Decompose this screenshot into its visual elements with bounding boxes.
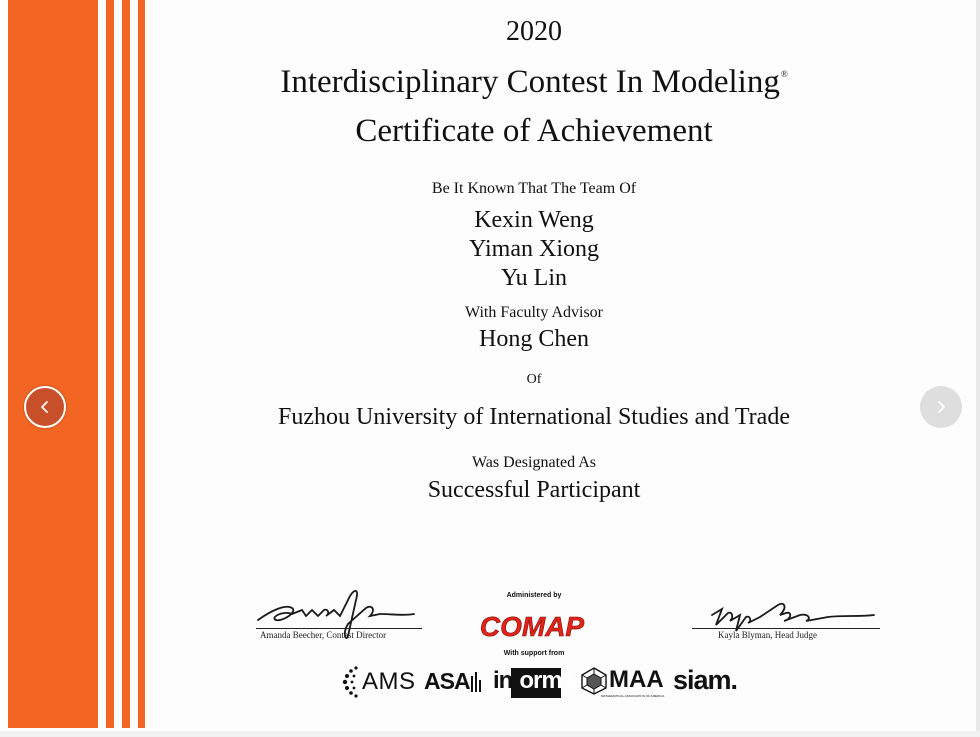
judge-caption: Kayla Blyman, Head Judge — [718, 630, 817, 640]
siam-logo — [673, 662, 751, 702]
asa-logo-text: ASA — [424, 668, 470, 694]
administered-by-label: Administered by — [506, 592, 562, 599]
designation-award: Successful Participant — [427, 477, 641, 503]
chevron-right-icon — [933, 399, 949, 415]
orange-band — [8, 0, 98, 728]
informs-logo-text-left: inf — [493, 667, 520, 694]
asa-logo — [424, 662, 484, 702]
maa-logo — [579, 662, 667, 702]
maa-logo-subtitle: MATHEMATICAL ASSOCIATION OF AMERICA — [601, 694, 665, 698]
siam-logo-text: siam. — [673, 665, 738, 695]
ams-dots-icon — [342, 664, 362, 700]
institution-name: Fuzhou University of International Studies and Trade — [278, 404, 790, 430]
comap-logo — [479, 600, 585, 648]
certificate-year: 2020 — [506, 16, 562, 47]
team-member-name: Yu Lin — [501, 265, 567, 291]
contest-title-text: Interdisciplinary Contest In Modeling — [280, 64, 780, 100]
of-label: Of — [526, 372, 542, 387]
maa-logo-text: MAA — [609, 666, 664, 693]
support-label: With support from — [503, 650, 565, 657]
director-caption: Amanda Beecher, Contest Director — [260, 630, 387, 640]
scrollbar-track[interactable] — [976, 0, 980, 737]
informs-logo-text-right: orms — [519, 667, 575, 694]
informs-logo — [491, 662, 575, 702]
certificate-title: Certificate of Achievement — [355, 113, 713, 149]
next-image-button[interactable] — [920, 386, 962, 428]
asa-bars-icon — [470, 670, 484, 694]
team-member-name: Yiman Xiong — [469, 236, 599, 262]
ams-logo — [342, 662, 422, 702]
bottom-edge — [0, 731, 980, 737]
ams-logo-text: AMS — [362, 668, 416, 695]
certificate-image — [4, 0, 976, 728]
signature-line — [692, 628, 880, 629]
maa-polyhedron-icon — [579, 666, 609, 696]
designated-label: Was Designated As — [471, 454, 597, 471]
comap-logo-text: COMAP — [479, 611, 585, 642]
advisor-label: With Faculty Advisor — [464, 304, 603, 321]
chevron-left-icon — [37, 399, 53, 415]
contest-title — [144, 64, 924, 101]
signature-line — [256, 628, 422, 629]
informs-logo-text — [493, 667, 574, 695]
previous-image-button[interactable] — [24, 386, 66, 428]
be-it-known-label: Be It Known That The Team Of — [431, 180, 637, 197]
registered-mark: ® — [780, 69, 788, 79]
orange-stripe — [106, 0, 114, 728]
team-member-name: Kexin Weng — [474, 207, 594, 233]
orange-stripe — [138, 0, 145, 728]
advisor-name: Hong Chen — [479, 326, 589, 352]
orange-stripe — [122, 0, 130, 728]
